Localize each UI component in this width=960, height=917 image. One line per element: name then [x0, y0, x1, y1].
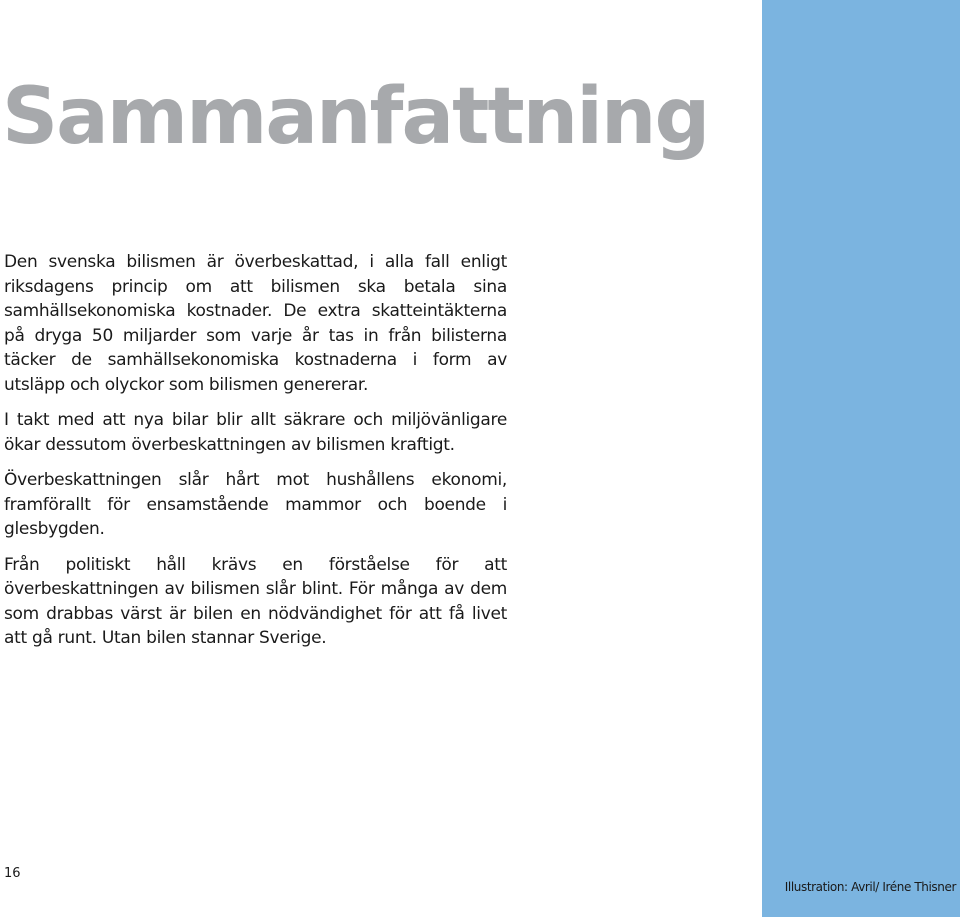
page-title: Sammanfattning — [2, 72, 709, 162]
summary-body — [4, 250, 507, 662]
illustration-credit: Illustration: Avril/ Iréne Thisner — [784, 880, 956, 894]
paragraph-2: I takt med att nya bilar blir allt säkrare och miljövänligare ökar dessutom överbeskattningen av bilismen kraftigt. — [4, 410, 507, 455]
side-color-band — [762, 0, 960, 917]
paragraph-4: Från politiskt håll krävs en förståelse för att överbeskattningen av bilismen slår blint. För många av dem som drabbas värst är bilen en nödvändighet för att få livet att gå runt. Utan bilen stannar Sverige. — [4, 554, 507, 648]
paragraph-1: Den svenska bilismen är överbeskattad, i alla fall enligt riksdagens princip om att bilismen ska betala sina samhällsekonomiska kostnader. De extra skatteintäkterna på dryga 50 miljarder som varje år tas in från bilisterna täcker de samhällsekonomiska kostnaderna i form av utsläpp och olyckor som bilismen genererar. — [4, 252, 507, 395]
paragraph-3: Överbeskattningen slår hårt mot hushållens ekonomi, framförallt för ensamstående mammor och boende i glesbygden. — [4, 470, 507, 539]
page-number: 16 — [4, 866, 21, 881]
